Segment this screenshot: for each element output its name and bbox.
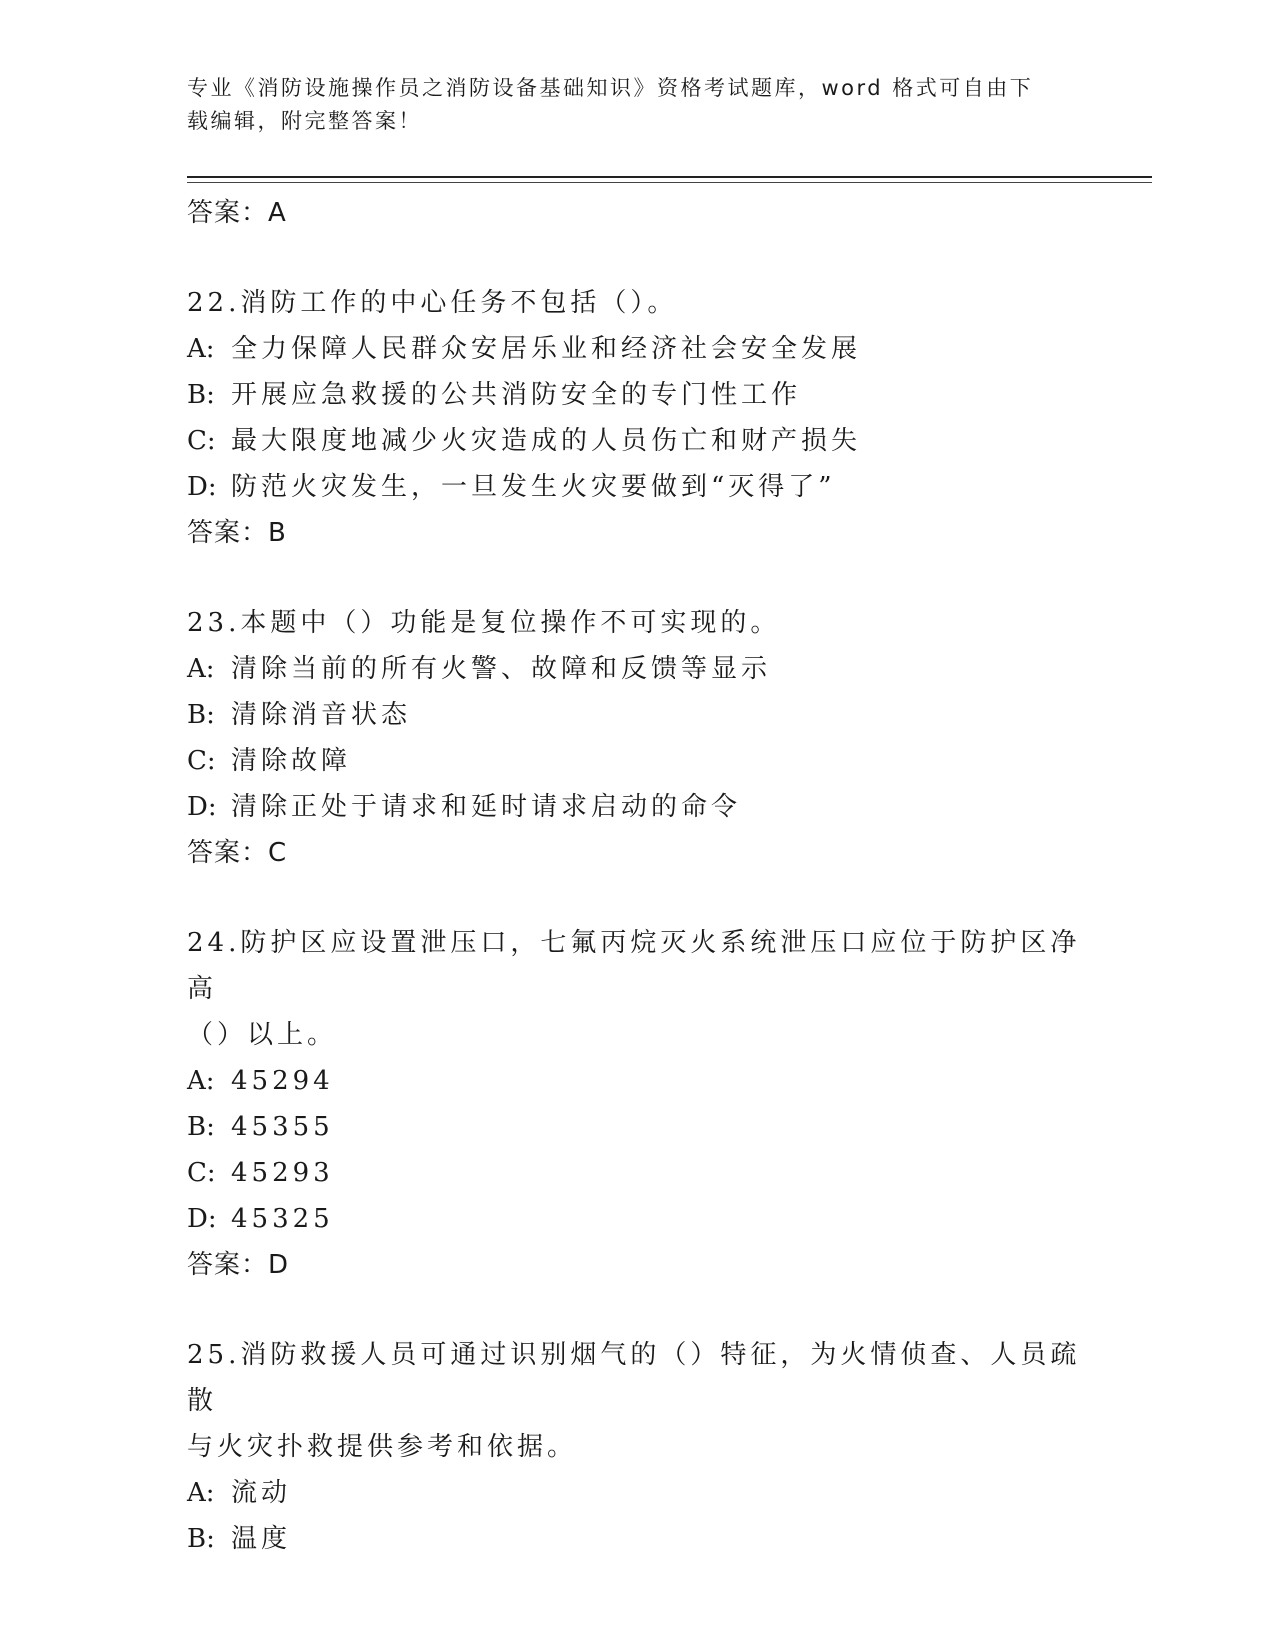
question-stem-continued: （）以上。 [187,1020,338,1050]
option-a [187,326,1087,372]
question-stem: 23.本题中（）功能是复位操作不可实现的。 [187,608,781,638]
spacer [187,236,1087,280]
option-c [187,1150,1087,1196]
option-text: 45355 [231,1112,334,1142]
option-text: 最大限度地减少火灾造成的人员伤亡和财产损失 [231,426,862,456]
option-d [187,1196,1087,1242]
question-list [187,190,1087,1562]
question-stem-continued: 与火灾扑救提供参考和依据。 [187,1432,578,1462]
option-letter: C: [187,426,216,456]
option-letter: D: [187,472,217,502]
option-b [187,1516,1087,1562]
option-letter: B: [187,700,215,730]
option-letter: B: [187,1524,215,1554]
option-c [187,418,1087,464]
header-divider-thin [187,182,1152,183]
option-text: 45293 [231,1158,334,1188]
header-divider-thick [187,176,1152,178]
option-text: 开展应急救援的公共消防安全的专门性工作 [231,380,802,410]
option-letter: B: [187,380,215,410]
option-b [187,692,1087,738]
question-stem: 22.消防工作的中心任务不包括（）。 [187,288,678,318]
option-d [187,784,1087,830]
answer-line: 答案：D [187,1250,290,1280]
header-line-1: 专业《消防设施操作员之消防设备基础知识》资格考试题库，word 格式可自由下 [187,76,1034,100]
option-text: 全力保障人民群众安居乐业和经济社会安全发展 [231,334,862,364]
answer-line: 答案：C [187,838,288,868]
option-text: 45294 [231,1066,334,1096]
option-a [187,1470,1087,1516]
option-a [187,1058,1087,1104]
option-text: 清除正处于请求和延时请求启动的命令 [231,792,742,822]
question-stem: 24.防护区应设置泄压口，七氟丙烷灭火系统泄压口应位于防护区净高 [187,928,1081,1004]
spacer [187,876,1087,920]
answer-line: 答案：B [187,518,287,548]
option-b [187,1104,1087,1150]
question-23 [187,600,1087,876]
spacer [187,556,1087,600]
option-b [187,372,1087,418]
option-text: 清除当前的所有火警、故障和反馈等显示 [231,654,772,684]
spacer [187,1288,1087,1332]
option-d [187,464,1087,510]
option-letter: A: [187,1478,215,1508]
option-text: 清除消音状态 [231,700,412,730]
option-letter: D: [187,1204,217,1234]
option-letter: C: [187,1158,216,1188]
option-a [187,646,1087,692]
option-text: 流动 [231,1478,292,1508]
option-text: 温度 [231,1524,292,1554]
previous-answer: 答案：A [187,198,287,228]
question-stem: 25.消防救援人员可通过识别烟气的（）特征，为火情侦查、人员疏散 [187,1340,1081,1416]
question-24 [187,920,1087,1288]
option-letter: A: [187,1066,215,1096]
header-line-2: 载编辑，附完整答案！ [187,109,422,133]
option-letter: C: [187,746,216,776]
option-letter: D: [187,792,217,822]
option-letter: A: [187,654,215,684]
option-letter: B: [187,1112,215,1142]
option-letter: A: [187,334,215,364]
document-header [187,72,1087,138]
option-text: 清除故障 [231,746,352,776]
question-22 [187,280,1087,556]
option-text: 45325 [231,1204,334,1234]
option-c [187,738,1087,784]
option-text: 防范火灾发生，一旦发生火灾要做到“灭得了” [231,472,836,502]
question-25 [187,1332,1087,1562]
